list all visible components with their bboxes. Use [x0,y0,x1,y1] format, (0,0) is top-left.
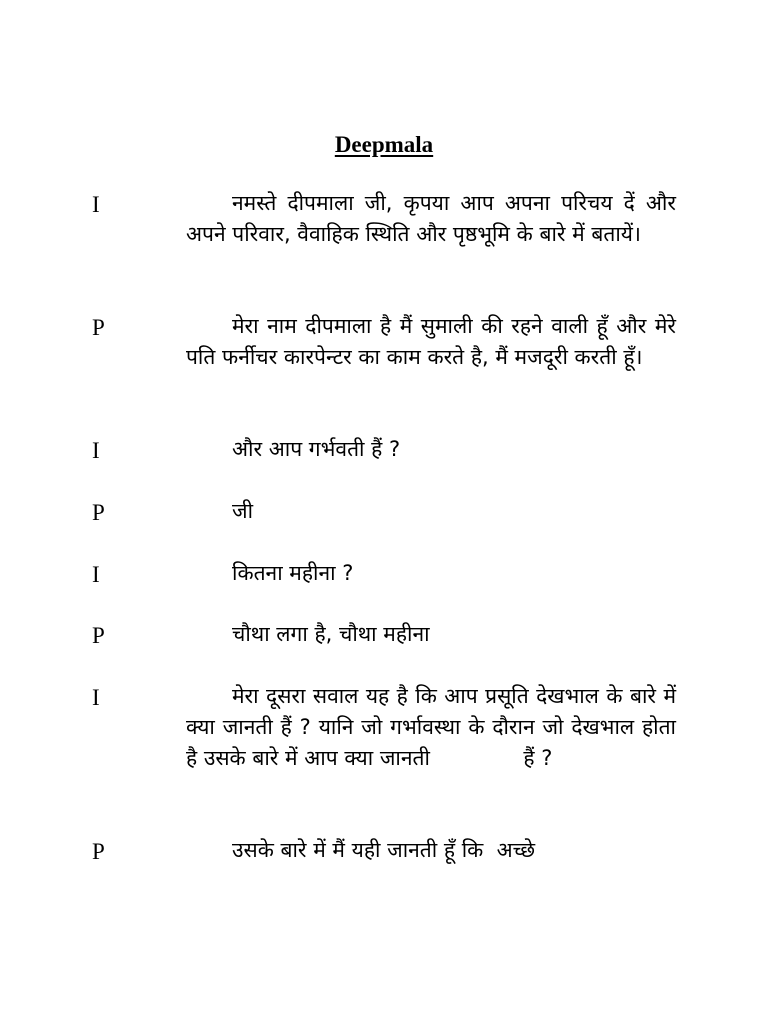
speaker-label: P [92,623,105,648]
document-title: Deepmala [334,132,434,157]
speaker-label: P [92,315,105,340]
speaker-label: I [92,562,100,587]
speaker-label: P [92,839,105,864]
entry-text: और आप गर्भवती हैं ? [232,437,401,461]
speaker-label: P [92,500,105,525]
entry-text: मेरा नाम दीपमाला है मैं सुमाली की रहने वाली हूँ और मेरे पति फर्नीचर कारपेन्टर का काम करते है, मैं मजदूरी करती हूँ। [186,314,683,369]
entry-text: नमस्ते दीपमाला जी, कृपया आप अपना परिचय दें और अपने परिवार, वैवाहिक स्थिति और पृष्ठभूमि के बारे में बतायें। [186,191,683,246]
entry-text: जी [232,499,254,523]
entry-text: कितना महीना ? [232,561,354,585]
entry-text: चौथा लगा है, चौथा महीना [232,622,430,646]
speaker-label: I [92,685,100,710]
speaker-label: I [92,438,100,463]
speaker-label: I [92,192,100,217]
entry-text: मेरा दूसरा सवाल यह है कि आप प्रसूति देखभाल के बारे में क्या जानती हैं ? यानि जो गर्भावस्था के दौरान जो देखभाल होता है उसके बारे में आप क्या जानती हैं ? [186,684,683,770]
entry-text: उसके बारे में मैं यही जानती हूँ कि अच्छे [232,838,536,862]
